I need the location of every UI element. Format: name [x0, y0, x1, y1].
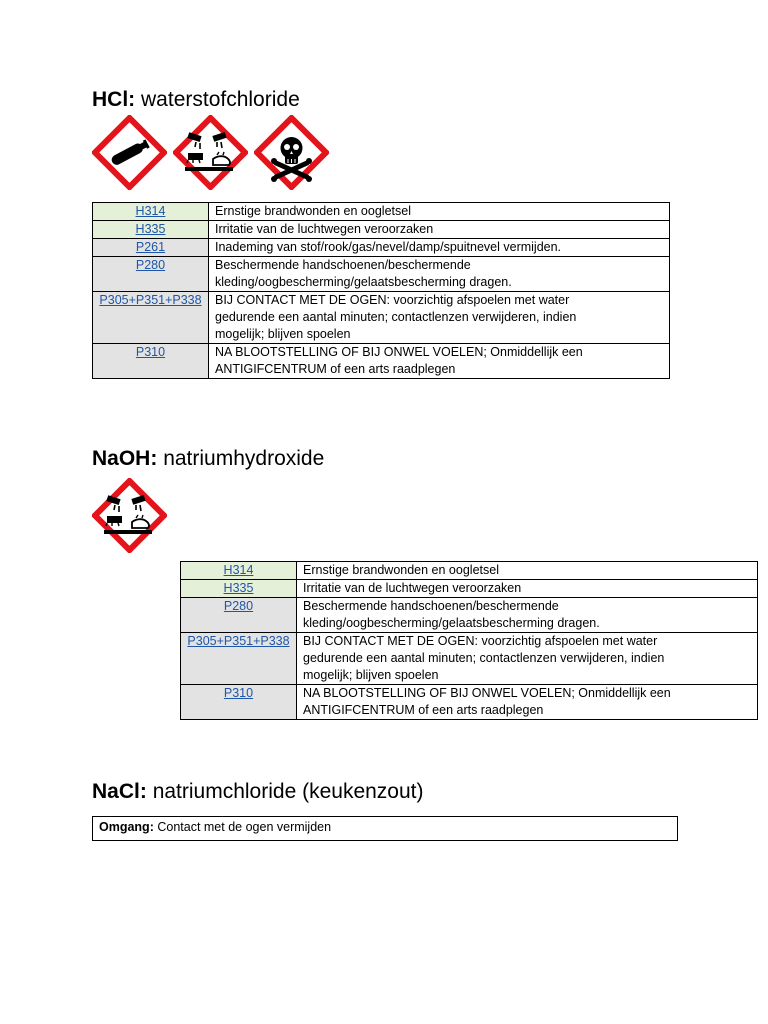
corrosion-icon — [92, 478, 167, 553]
phrase-code-cell — [181, 562, 297, 580]
omgang-label: Omgang: — [99, 820, 154, 834]
phrase-description-cell — [297, 562, 758, 580]
hcl-name: waterstofchloride — [141, 88, 300, 111]
table-row — [181, 598, 758, 633]
phrase-description-cell — [209, 203, 670, 221]
nacl-name: natriumchloride (keukenzout) — [152, 780, 424, 803]
phrase-text-line: gedurende een aantal minuten; contactlenzen verwijderen, indien — [215, 310, 577, 324]
phrase-description-cell — [209, 257, 670, 292]
phrase-code-cell — [93, 221, 209, 239]
naoh-name: natriumhydroxide — [163, 447, 325, 470]
phrase-text-line: ANTIGIFCENTRUM of een arts raadplegen — [215, 362, 456, 376]
phrase-text-line: Inademing van stof/rook/gas/nevel/damp/spuitnevel vermijden. — [215, 240, 562, 254]
phrase-text-line: BIJ CONTACT MET DE OGEN: voorzichtig afspoelen met water — [303, 634, 658, 648]
table-row — [181, 580, 758, 598]
table-row — [93, 292, 670, 344]
phrase-description-cell — [297, 633, 758, 685]
phrase-code-cell — [181, 685, 297, 720]
phrase-description-cell — [209, 292, 670, 344]
nacl-handling-cell — [93, 817, 678, 841]
naoh-formula: NaOH: — [92, 447, 158, 470]
naoh-heading — [92, 448, 324, 469]
phrase-text-line: ANTIGIFCENTRUM of een arts raadplegen — [303, 703, 544, 717]
phrase-code-link[interactable]: H335 — [223, 581, 254, 595]
phrase-description-cell — [209, 221, 670, 239]
phrase-code-cell — [181, 580, 297, 598]
phrase-code-cell — [93, 344, 209, 379]
phrase-code-link[interactable]: P261 — [135, 240, 166, 254]
phrase-code-link[interactable]: P280 — [135, 258, 166, 272]
phrase-text-line: NA BLOOTSTELLING OF BIJ ONWEL VOELEN; Onmiddellijk een — [215, 345, 583, 359]
phrase-code-link[interactable]: H314 — [223, 563, 254, 577]
nacl-heading — [92, 781, 423, 802]
nacl-handling-box — [92, 816, 678, 841]
phrase-code-cell — [93, 203, 209, 221]
phrase-code-link[interactable]: P305+P351+P338 — [187, 634, 290, 648]
naoh-phrase-table — [180, 561, 758, 720]
phrase-code-link[interactable]: H314 — [135, 204, 166, 218]
hcl-pictograms — [92, 115, 329, 190]
phrase-code-link[interactable]: H335 — [135, 222, 166, 236]
table-row — [93, 221, 670, 239]
table-row — [93, 203, 670, 221]
phrase-description-cell — [297, 685, 758, 720]
hcl-formula: HCl: — [92, 88, 136, 111]
phrase-text-line: Beschermende handschoenen/beschermende — [215, 258, 471, 272]
table-row — [93, 344, 670, 379]
table-row — [93, 257, 670, 292]
phrase-text-line: kleding/oogbescherming/gelaatsbescherming dragen. — [215, 275, 512, 289]
table-row — [93, 239, 670, 257]
phrase-code-cell — [93, 257, 209, 292]
phrase-code-cell — [181, 598, 297, 633]
phrase-code-link[interactable]: P280 — [223, 599, 254, 613]
phrase-code-cell — [93, 239, 209, 257]
phrase-code-cell — [181, 633, 297, 685]
phrase-text-line: mogelijk; blijven spoelen — [215, 327, 351, 341]
nacl-formula: NaCl: — [92, 780, 147, 803]
phrase-description-cell — [209, 239, 670, 257]
phrase-description-cell — [209, 344, 670, 379]
phrase-code-link[interactable]: P310 — [135, 345, 166, 359]
gas-cylinder-icon — [92, 115, 167, 190]
phrase-code-link[interactable]: P305+P351+P338 — [99, 293, 202, 307]
phrase-text-line: Ernstige brandwonden en oogletsel — [303, 563, 499, 577]
phrase-code-cell — [93, 292, 209, 344]
phrase-description-cell — [297, 580, 758, 598]
phrase-text-line: Ernstige brandwonden en oogletsel — [215, 204, 411, 218]
phrase-text-line: gedurende een aantal minuten; contactlenzen verwijderen, indien — [303, 651, 665, 665]
hcl-heading — [92, 89, 300, 110]
omgang-text: Contact met de ogen vermijden — [157, 820, 332, 834]
skull-crossbones-icon — [254, 115, 329, 190]
phrase-description-cell — [297, 598, 758, 633]
table-row — [181, 685, 758, 720]
corrosion-icon — [173, 115, 248, 190]
naoh-pictograms — [92, 478, 167, 553]
phrase-code-link[interactable]: P310 — [223, 686, 254, 700]
phrase-text-line: Beschermende handschoenen/beschermende — [303, 599, 559, 613]
phrase-text-line: Irritatie van de luchtwegen veroorzaken — [215, 222, 434, 236]
phrase-text-line: Irritatie van de luchtwegen veroorzaken — [303, 581, 522, 595]
phrase-text-line: kleding/oogbescherming/gelaatsbescherming dragen. — [303, 616, 600, 630]
hcl-phrase-table — [92, 202, 670, 379]
phrase-text-line: mogelijk; blijven spoelen — [303, 668, 439, 682]
phrase-text-line: BIJ CONTACT MET DE OGEN: voorzichtig afspoelen met water — [215, 293, 570, 307]
table-row — [181, 633, 758, 685]
phrase-text-line: NA BLOOTSTELLING OF BIJ ONWEL VOELEN; Onmiddellijk een — [303, 686, 671, 700]
table-row — [181, 562, 758, 580]
